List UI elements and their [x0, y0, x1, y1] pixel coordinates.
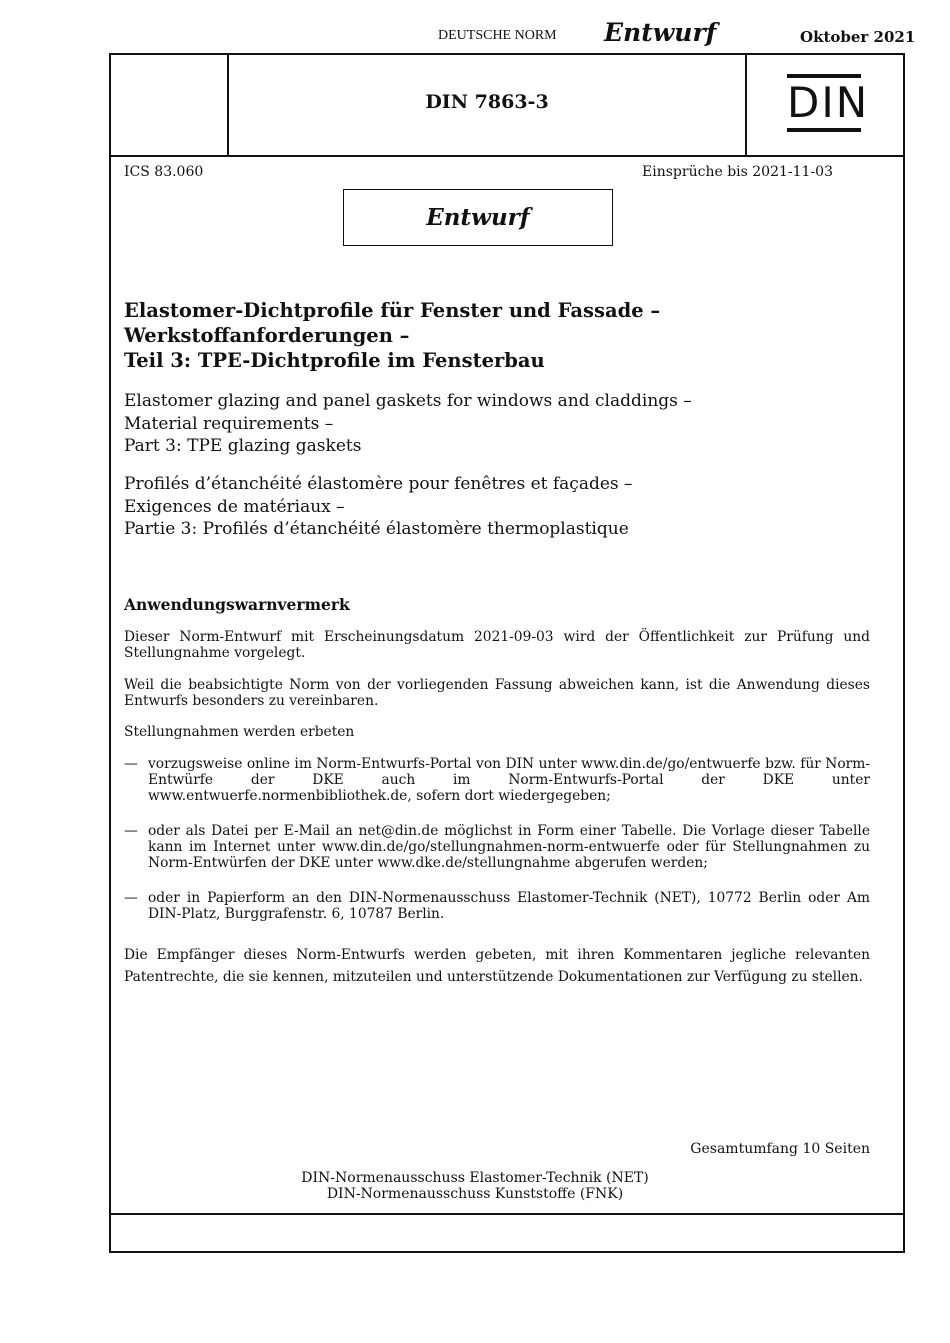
deutsche-norm-label: DEUTSCHE NORM: [438, 28, 557, 43]
warning-paragraph-2: Weil die beabsichtigte Norm von der vorliegenden Fassung abweichen kann, ist die Anwendung dieses Entwurfs besonders zu vereinbaren.: [124, 677, 870, 709]
list-item: [124, 890, 870, 922]
title-en-line-2: Material requirements –: [124, 413, 334, 434]
title-english: [124, 390, 692, 458]
committee-line-2: DIN-Normenausschuss Kunststoffe (FNK): [326, 1186, 624, 1202]
committee-line-1: DIN-Normenausschuss Elastomer-Technik (NET): [301, 1170, 649, 1186]
title-de-line-2: Werkstoffanforderungen –: [124, 324, 410, 347]
entwurf-box: Entwurf: [343, 189, 613, 246]
header-rule: [111, 155, 903, 157]
title-fr-line-1: Profilés d’étanchéité élastomère pour fenêtres et façades –: [124, 474, 633, 494]
entwurf-header: Entwurf: [604, 18, 717, 47]
list-item-text-3: oder in Papierform an den DIN-Normenausschuss Elastomer-Technik (NET), 10772 Berlin oder Am DIN-Platz, Burggrafenstr. 6, 10787 Berlin.: [148, 890, 870, 922]
list-item: [124, 756, 870, 804]
ics-code: ICS 83.060: [124, 164, 204, 180]
standard-number: DIN 7863-3: [425, 91, 549, 113]
warning-paragraph-3: Stellungnahmen werden erbeten: [124, 724, 355, 740]
title-fr-line-2: Exigences de matériaux –: [124, 496, 345, 517]
din-logo-text: DIN: [787, 78, 870, 127]
header-divider-left: [227, 55, 229, 157]
warning-paragraph-1: Dieser Norm-Entwurf mit Erscheinungsdatum 2021-09-03 wird der Öffentlichkeit zur Prüfung und Stellungnahme vorgelegt.: [124, 629, 870, 661]
list-dash: —: [124, 890, 138, 906]
title-de-line-3: Teil 3: TPE-Dichtprofile im Fensterbau: [124, 349, 545, 372]
title-german: [124, 298, 660, 373]
title-de-line-1: Elastomer-Dichtprofile für Fenster und Fassade –: [124, 299, 661, 322]
publication-date: Oktober 2021: [800, 28, 916, 46]
title-en-line-1: Elastomer glazing and panel gaskets for windows and claddings –: [124, 391, 692, 411]
header-divider-right: [745, 55, 747, 157]
din-logo: [787, 74, 870, 134]
list-item-text-2: oder als Datei per E-Mail an net@din.de möglichst in Form einer Tabelle. Die Vorlage dieser Tabelle kann im Internet unter www.din.de/go/stellungnahmen-norm-entwuerfe oder für Stellungnahmen zu Norm-Entwürfen der DKE unter www.dke.de/stellungnahme abgerufen werden;: [148, 823, 870, 871]
footer-rule: [111, 1213, 903, 1215]
list-dash: —: [124, 756, 138, 772]
list-item: [124, 823, 870, 871]
list-dash: —: [124, 823, 138, 839]
warning-heading: Anwendungswarnvermerk: [124, 595, 350, 614]
title-fr-line-3: Partie 3: Profilés d’étanchéité élastomère thermoplastique: [124, 519, 629, 539]
objection-deadline: Einsprüche bis 2021-11-03: [642, 164, 833, 180]
title-en-line-3: Part 3: TPE glazing gaskets: [124, 436, 362, 456]
total-pages: Gesamtumfang 10 Seiten: [690, 1141, 870, 1157]
list-item-text-1: vorzugsweise online im Norm-Entwurfs-Portal von DIN unter www.din.de/go/entwuerfe bzw. für Norm-Entwürfe der DKE auch im Norm-Entwurfs-Portal der DKE unter www.entwuerfe.normenbibliothek.de, sofern dort wiedergegeben;: [148, 756, 870, 804]
title-french: [124, 473, 633, 541]
warning-paragraph-4: Die Empfänger dieses Norm-Entwurfs werden gebeten, mit ihren Kommentaren jegliche relevanten Patentrechte, die sie kennen, mitzuteilen und unterstützende Dokumentationen zur Verfügung zu stellen.: [124, 947, 870, 985]
